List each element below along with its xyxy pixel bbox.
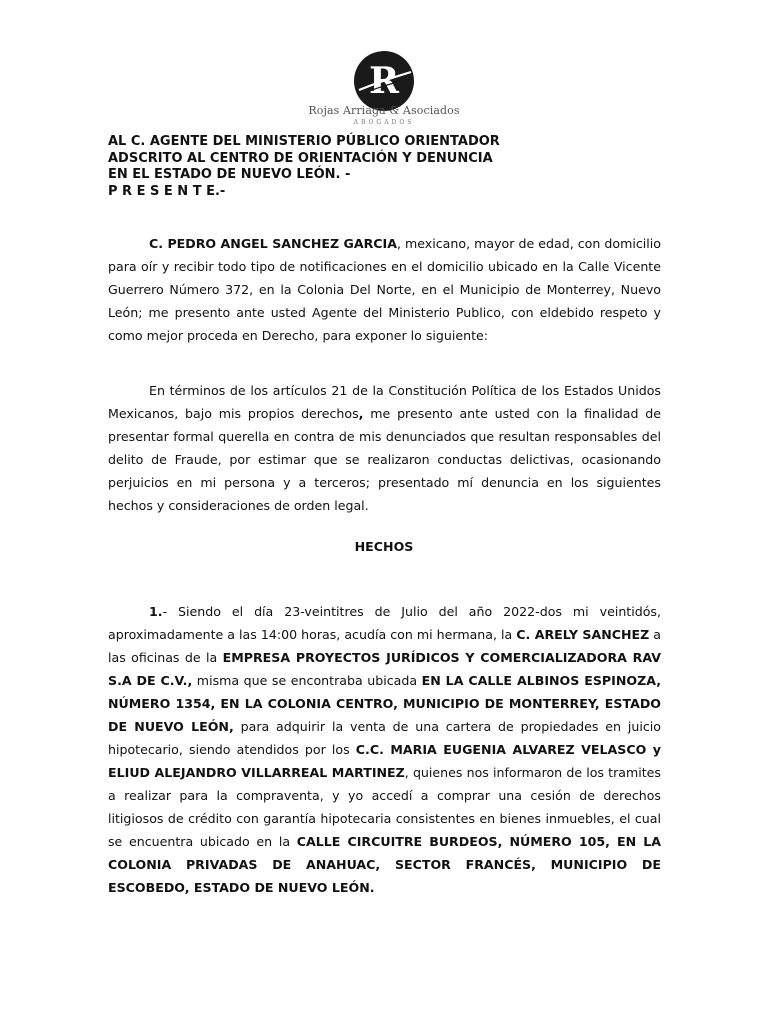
- fact-bold-5: CALLE CIRCUITRE BURDEOS, NÚMERO 105, EN LA COLONIA PRIVADAS DE ANAHUAC, SECTOR FRANCÉS, MUNICIPIO DE ESCOBEDO, ESTADO DE NUEVO LEÓN.: [108, 834, 661, 895]
- addressee-line-1: AL C. AGENTE DEL MINISTERIO PÚBLICO ORIENTADOR: [108, 134, 500, 149]
- legal-basis-comma: ,: [358, 406, 364, 421]
- addressee-line-2: ADSCRITO AL CENTRO DE ORIENTACIÓN Y DENUNCIA: [108, 150, 493, 166]
- fact-text-1: - Siendo el día 23-veintitres de Julio del año 2022-dos mi veintidós, aproximadamente a las 14:00 horas, acudía con mi hermana, la: [108, 604, 661, 642]
- fact-text-5: , quienes nos informaron de los tramites a realizar para la compraventa, y yo accedí a comprar una cesión de derechos litigiosos de crédito con garantía hipotecaria consistentes en bienes inmuebles, el cual se encuentra ubicado en la: [108, 765, 661, 849]
- addressee-line-3: EN EL ESTADO DE NUEVO LEÓN. -: [108, 167, 351, 182]
- intro-paragraph: [108, 232, 661, 347]
- firm-subtitle: ABOGADOS: [353, 119, 415, 126]
- fact-bold-2: EMPRESA PROYECTOS JURÍDICOS Y COMERCIALIZADORA RAV S.A DE C.V.,: [108, 650, 661, 688]
- fact-bold-4: C.C. MARIA EUGENIA ALVAREZ VELASCO y ELIUD ALEJANDRO VILLARREAL MARTINEZ: [108, 742, 661, 780]
- fact-text-3: misma que se encontraba ubicada: [192, 673, 422, 688]
- firm-logo-icon: [353, 50, 415, 112]
- fact-number: 1.: [149, 604, 163, 619]
- complainant-name: C. PEDRO ANGEL SANCHEZ GARCIA: [149, 236, 397, 251]
- addressee-line-4: P R E S E N T E.-: [108, 183, 226, 199]
- legal-basis-text-b: me presento ante usted con la finalidad de presentar formal querella en contra de mis denunciados que resultan responsables del delito de Fraude, por estimar que se realizaron conductas delictivas, ocasionando perjuicios en mi persona y a terceros; presentado mí denuncia en los siguientes hechos y consideraciones de orden legal.: [108, 406, 661, 513]
- firm-logo: [0, 50, 768, 126]
- firm-name: Rojas Arriaga & Asociados: [308, 104, 460, 117]
- legal-basis-paragraph: [108, 379, 661, 517]
- intro-text: , mexicano, mayor de edad, con domicilio para oír y recibir todo tipo de notificaciones en el domicilio ubicado en la Calle Vicente Guerrero Número 372, en la Colonia Del Norte, en el Municipio de Monterrey, Nuevo León; me presento ante usted Agente del Ministerio Publico, con eldebido respeto y como mejor proceda en Derecho, para exponer lo siguiente:: [108, 236, 661, 343]
- fact-1-paragraph: [108, 600, 661, 899]
- fact-text-4: para adquirir la venta de una cartera de propiedades en juicio hipotecario, siendo atendidos por los: [108, 719, 661, 757]
- fact-bold-1: C. ARELY SANCHEZ: [516, 627, 650, 642]
- fact-bold-3: EN LA CALLE ALBINOS ESPINOZA, NÚMERO 1354, EN LA COLONIA CENTRO, MUNICIPIO DE MONTERREY, ESTADO DE NUEVO LEÓN,: [108, 673, 661, 734]
- section-title-hechos: HECHOS: [354, 539, 414, 554]
- fact-text-2: a las oficinas de la: [108, 627, 661, 665]
- legal-basis-text-a: En términos de los artículos 21 de la Constitución Política de los Estados Unidos Mexicanos, bajo mis propios derechos: [108, 383, 661, 421]
- logo-monogram: R: [369, 60, 399, 102]
- addressee-block: [108, 134, 668, 200]
